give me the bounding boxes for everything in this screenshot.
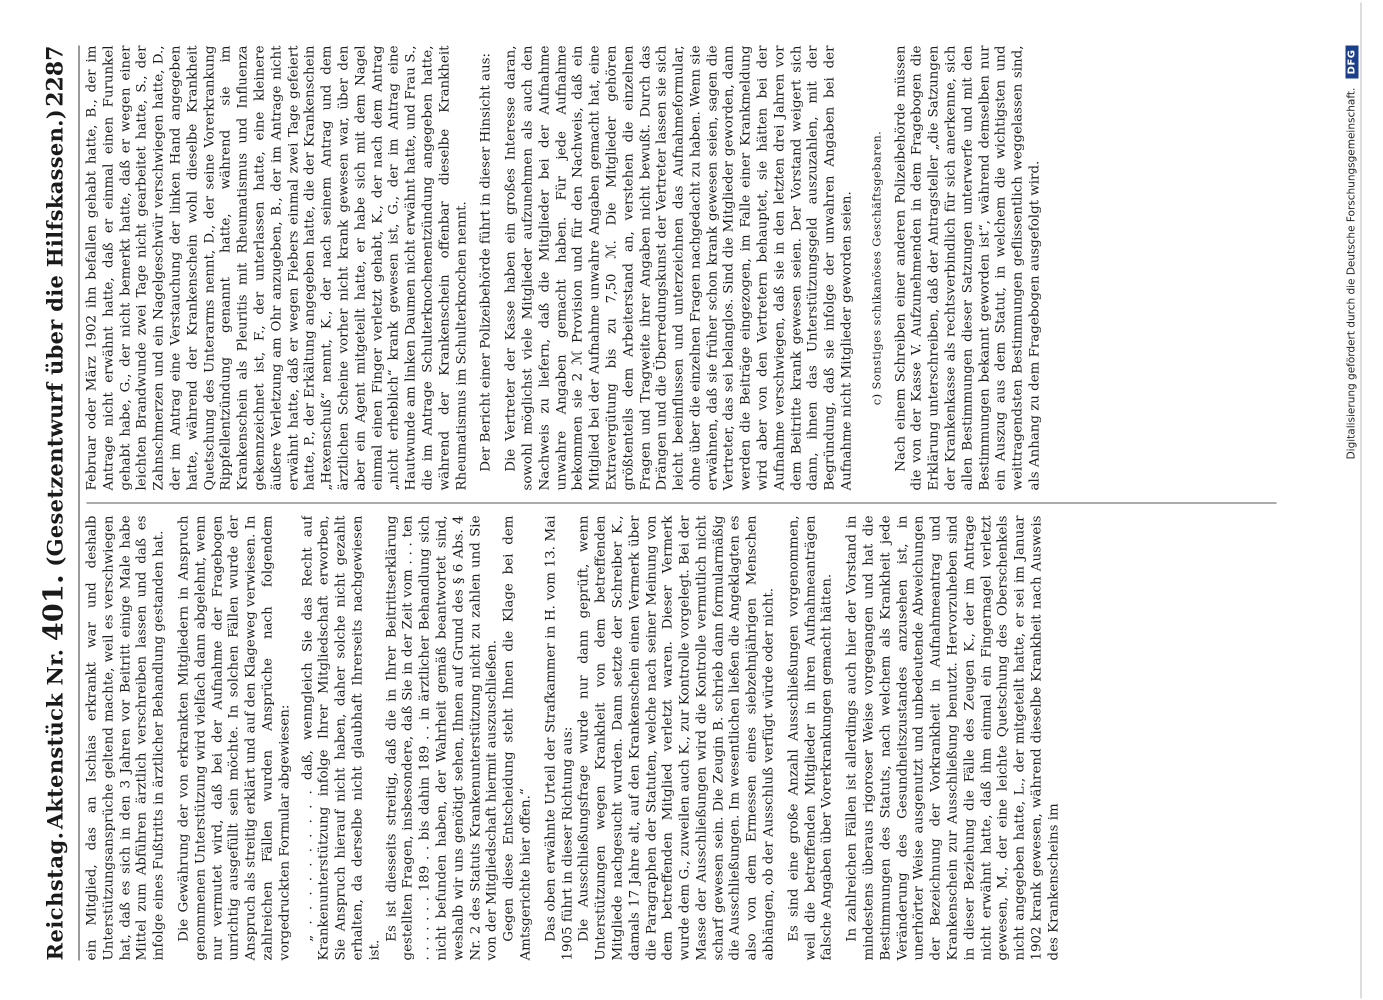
paragraph: In zahlreichen Fällen ist allerdings auch hier der Vorstand in mindestens überaus rigoroser Weise vorgegangen und hat die Bestimmungen des Statuts, nach welchem als Krankheit jede Veränderung des Gesundheitszustandes anzusehen ist, in unerhörter Weise ausgenutzt und unbedeutende Abweichungen der Bezeichnung der Vorkrankheit in Aufnahmeantrag und Krankenschein zur Ausschließung benutzt. Hervorzuheben sind in dieser Beziehung die Fälle des Zeugen K., der im Antrage nicht erwähnt hatte, daß ihm einmal ein Fingernagel verletzt gewesen, M., der eine leichte Quetschung des Oberschenkels nicht angegeben hatte, L., der mitgeteilt hatte, er sei im Januar 1902 krank gewesen, während dieselbe Krankheit nach Ausweis des Krankenscheins im bbox=[844, 515, 1061, 960]
right-text-column bbox=[84, 45, 1284, 490]
page-header bbox=[38, 45, 72, 960]
paragraph: Die Vertreter der Kasse haben ein großes Interesse daran, sowohl möglichst viele Mitglieder aufzunehmen als auch den Nachweis zu liefern, daß die Mitglieder bei der Aufnahme unwahre Angaben gemacht haben. Für jede Aufnahme bekommen sie 2 ℳ Provision und für den Nachweis, daß ein Mitglied bei der Aufnahme unwahre Angaben gemacht hat, eine Extravergütung bis zu 7,50 ℳ. Die Mitglieder gehören größtenteils dem Arbeiterstand an, verstehen die einzelnen Fragen und Tragweite ihrer Angaben nicht bewußt. Durch das Drängen und die Überredungskunst der Vertreter lassen sie sich leicht beeinflussen und unterzeichnen das Aufnahmeformular, ohne über die einzelnen Fragen nachgedacht zu haben. Wenn sie erwähnen, daß sie früher schon krank gewesen seien, sagen die Vertreter, das sei belanglos. Sind die Mitglieder geworden, dann werden die Beiträge eingezogen, im Falle einer Krankmeldung wird aber von den Vertretern behauptet, sie hätten bei der Aufnahme verschwiegen, daß sie in den letzten drei Jahren vor dem Beitritte krank gewesen seien. Der Vorstand weigert sich dann, ihnen das Unterstützungsgeld auszuzahlen, mit der Begründung, daß sie infolge der unwahren Angaben bei der Aufnahme nicht Mitglieder geworden seien. bbox=[503, 45, 855, 490]
quoted-form-paragraph: „ . . . . . . . . . . daß, wenngleich Sie das Recht auf Krankenunterstützung infolge Ihrer Mitgliedschaft erworben, Sie Anspruch hierauf nicht haben, daher solche nicht gezahlt erhalten, da derselbe nicht glaubhaft Ihrerseits nachgewiesen ist. bbox=[299, 515, 382, 960]
header-title bbox=[38, 109, 69, 829]
left-text-column bbox=[84, 515, 1284, 960]
paragraph: Nach einem Schreiben einer anderen Polizeibehörde müssen die von der Kasse V. Aufzunehmenden in dem Fragebogen die Erklärung unterschreiben, daß der Antragsteller „die Satzungen der Krankenkasse als rechtsverbindlich für sich anerkenne, sich allen Bestimmungen dieser Satzungen unterwerfe und mit den Bestimmungen bekannt geworden ist“, während demselben nur ein Auszug aus dem Statut, in welchem die wichtigsten und weittragendsten Bestimmungen geflissentlich weggelassen sind, als Anhang zu dem Fragebogen ausgefolgt wird. bbox=[892, 45, 1043, 490]
page-number: 2287 bbox=[42, 45, 68, 107]
digitization-note bbox=[1345, 45, 1358, 960]
paragraph: ein Mitglied, das an Ischias erkrankt war und deshalb Unterstützungsansprüche geltend machte, weil es verschwiegen hat, daß es sich in den 3 Jahren vor Beitritt einige Male habe Mittel zum Abführen ärztlich verschreiben lassen und daß es infolge eines Fußtritts in ärztlicher Behandlung gestanden hat. bbox=[84, 515, 167, 960]
section-heading: c) Sonstiges schikanöses Geschäftsgebaren. bbox=[868, 130, 883, 405]
paragraph: Das oben erwähnte Urteil der Strafkammer in H. vom 13. Mai 1905 führt in dieser Richtung aus: bbox=[542, 515, 575, 960]
digitization-text: Digitalisierung gefördert durch die Deutsche Forschungsgemeinschaft. bbox=[1345, 87, 1357, 459]
paragraph: Die Gewährung der von erkrankten Mitgliedern in Anspruch genommenen Unterstützung wird vielfach dann abgelehnt, wenn nur vermutet wird, daß bei der Aufnahme der Fragebogen unrichtig ausgefüllt sein möchte. In solchen Fällen wurde der Anspruch als streitig erklärt und auf den Klageweg verwiesen. In zahlreichen Fällen wurden Ansprüche nach folgendem vorgedruckten Formular abgewiesen: bbox=[175, 515, 292, 960]
header-rule bbox=[78, 45, 79, 960]
header-title-suffix: (Gesetzentwurf über die Hilfskassen.) bbox=[42, 108, 67, 567]
dfg-logo: DFG bbox=[1345, 45, 1358, 78]
paragraph: Der Bericht einer Polizeibehörde führt in dieser Hinsicht aus: bbox=[478, 52, 494, 472]
header-document-number: 401. bbox=[38, 573, 69, 641]
column-divider bbox=[86, 502, 1276, 503]
page-edge bbox=[1360, 2, 1361, 998]
paragraph: Es sind eine große Anzahl Ausschließungen vorgenommen, weil die betreffenden Mitglieder in ihren Aufnahmeanträgen falsche Angaben über Vorerkrankungen gemacht hätten. bbox=[785, 515, 835, 960]
header-title-prefix: Aktenstück Nr. bbox=[42, 648, 67, 829]
paragraph: Februar oder März 1902 ihn befallen gehabt hatte, B., der im Antrage nicht erwähnt hatte, daß er einmal einen Furunkel gehabt habe, G., der nicht bemerkt hatte, daß er wegen einer leichten Brandwunde zwei Tage nicht gearbeitet hatte, S., der Zahnschmerzen und ein Nagelgeschwür verschwiegen hatte, D., der im Antrag eine Verstauchung der linken Hand angegeben hatte, während der Krankenschein wohl dieselbe Krankheit Quetschung des Unterarms nennt, D., der seine Vorerkrankung Rippfellentzündung genannt hatte, während sie im Krankenschein als Pleuritis mit Rheumatismus und Influenza gekennzeichnet ist, F., der unterlassen hatte, eine kleinere äußere Verletzung am Ohr anzugeben, B., der im Antrage nicht erwähnt hatte, daß er wegen Fiebers einmal zwei Tage gefeiert hatte, P., der Erkältung angegeben hatte, die der Krankenschein „Hexenschuß“ nennt, K., der nach seinem Antrag und dem ärztlichen Scheine vorher nicht krank gewesen war, über den aber ein Agent mitgeteilt hatte, er habe sich mit dem Nagel einmal einen Finger verletzt gehabt, K., der nach dem Antrag „nicht erheblich“ krank gewesen ist, G., der im Antrag eine Hautwunde am linken Daumen nicht erwähnt hatte, und Frau S., die im Antrage Schulterknochenentzündung angegeben hatte, während der Krankenschein offenbar dieselbe Krankheit Rheumatismus im Schulterknochen nennt. bbox=[84, 45, 469, 490]
header-reichstag: Reichstag. bbox=[42, 831, 67, 960]
quoted-form-paragraph: Es ist diesseits streitig, daß die in Ihrer Beitrittserklärung gestellten Fragen, insbesondere, daß Sie in der Zeit vom . . . ten . . . . . . . 189 . . bis dahin 189 . . in ärztlicher Behandlung sich nicht befunden haben, der Wahrheit gemäß beantwortet sind, weshalb wir uns genötigt sehen, Ihnen auf Grund des § 6 Abs. 4 Nr. 2 des Statuts Krankenunterstützung nicht zu zahlen und Sie von der Mitgliedschaft hiermit auszuschließen. bbox=[383, 515, 500, 960]
quoted-form-paragraph: Gegen diese Entscheidung steht Ihnen die Klage bei dem Amtsgerichte hier offen.“ bbox=[501, 515, 533, 960]
paragraph: Die Ausschließungsfrage wurde nur dann geprüft, wenn Unterstützungen wegen Krankheit von dem betreffenden Mitgliede nachgesucht wurden. Dann setzte der Schreiber K., damals 17 Jahre alt, auf den Krankenschein einen Vermerk über die Paragraphen der Statuten, welche nach seiner Meinung von dem betreffenden Mitglied verletzt waren. Dieser Vermerk wurde dem G., zuweilen auch K., zur Kontrolle vorgelegt. Bei der Masse der Ausschließungen wird die Kontrolle vermutlich nicht scharf gewesen sein. Die Zeugin B. schrieb dann formularmäßig die Ausschließungen. Im wesentlichen ließen die Angeklagten es also von dem Ermessen eines siebzehnjährigen Menschen abhängen, ob der Ausschluß verfügt würde oder nicht. bbox=[576, 515, 777, 960]
